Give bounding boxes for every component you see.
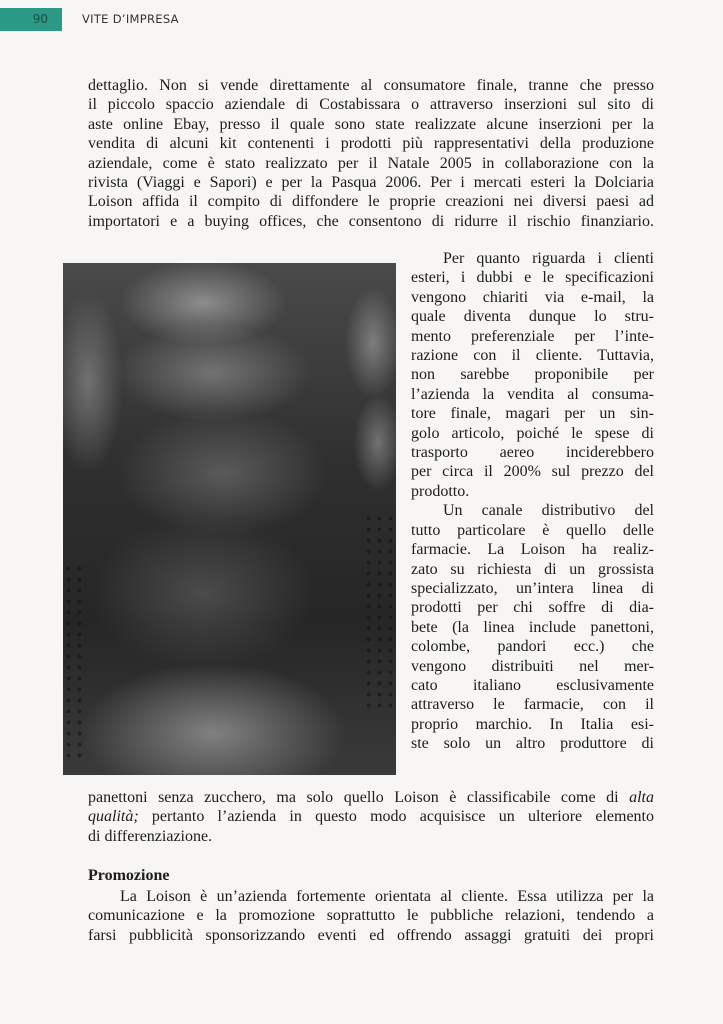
text-line: vengono distribuiti nel mer-: [411, 657, 654, 675]
text-line: cato italiano esclusivamente: [411, 676, 654, 694]
promotion-paragraph: [88, 887, 654, 945]
text-line: La Loison è un’azienda fortemente orientata al cliente. Essa utilizza per la: [120, 888, 654, 905]
photo-image: [63, 263, 396, 775]
text-span: pertanto l’azienda in questo modo acquisisce un ulteriore elemento: [138, 808, 654, 826]
text-line: [88, 807, 654, 826]
text-line: tore finale, magari per un sin-: [411, 405, 654, 423]
text-line: prodotti per chi soffre di dia-: [411, 599, 654, 617]
text-line: dettaglio. Non si vende direttamente al consumatore finale, tranne che presso: [88, 77, 654, 94]
text-line: Un canale distributivo del: [443, 502, 654, 520]
text-line: il piccolo spaccio aziendale di Costabissara o attraverso inserzioni sul sito di: [88, 96, 654, 114]
text-line: ste solo un altro produttore di: [411, 735, 654, 753]
italic-text: alta: [629, 789, 654, 806]
panettone-photo: [63, 263, 396, 775]
text-line: importatori e a buying offices, che consentono di ridurre il rischio finanziario.: [88, 212, 654, 230]
text-line: proprio marchio. In Italia esi-: [411, 715, 654, 733]
running-head: VITE D’IMPRESA: [82, 12, 179, 26]
text-line: comunicazione e la promozione soprattutto le pubbliche relazioni, tendendo a: [88, 907, 654, 925]
text-line: attraverso le farmacie, con il: [411, 696, 654, 714]
section-heading: Promozione: [88, 867, 170, 884]
text-line: farmacie. La Loison ha realiz-: [411, 541, 654, 559]
wrapped-text-column: [411, 249, 654, 754]
text-line: aste online Ebay, presso il quale sono state realizzate alcune inserzioni per la: [88, 115, 654, 133]
text-line: quale diventa dunque lo stru-: [411, 308, 654, 326]
text-line: mento preferenziale per l’inte-: [411, 327, 654, 345]
text-span: panettoni senza zucchero, ma solo quello Loison è classificabile come di: [88, 789, 630, 806]
text-line: di differenziazione.: [88, 827, 213, 845]
text-line: vengono chiariti via e-mail, la: [411, 288, 654, 306]
text-line: farsi pubblicità sponsorizzando eventi ed offrendo assaggi gratuiti dei propri: [88, 926, 654, 944]
text-line: bete (la linea include panettoni,: [411, 618, 654, 636]
text-line: Loison affida il compito di diffondere le proprie creazioni nei diversi paesi ad: [88, 193, 654, 211]
text-line: non sarebbe proponibile per: [411, 366, 654, 384]
text-line: l’azienda la vendita al consuma-: [411, 385, 654, 403]
text-line: specializzato, un’intera linea di: [411, 579, 654, 597]
page-number: 90: [0, 8, 62, 31]
italic-text: qualità;: [88, 808, 139, 826]
text-line: aziendale, come è stato realizzato per il Natale 2005 in collaborazione con la: [88, 154, 654, 172]
text-line: tutto particolare è quello delle: [411, 521, 654, 539]
text-line: Per quanto riguarda i clienti: [443, 250, 654, 267]
text-line: zato su richiesta di un grossista: [411, 560, 654, 578]
text-line: trasporto aereo inciderebbero: [411, 444, 654, 462]
perforated-tray-right: [363, 513, 396, 713]
text-line: colombe, pandori ecc.) che: [411, 638, 654, 656]
text-line: vendita di alcuni kit contenenti i prodotti più rappresentativi della produzione: [88, 135, 654, 153]
text-line: per circa il 200% sul prezzo del: [411, 463, 654, 481]
text-line: rivista (Viaggi e Sapori) e per la Pasqua 2006. Per i mercati esteri la Dolciaria: [88, 174, 654, 192]
paragraph-after-photo: [88, 788, 654, 846]
text-line: [88, 788, 654, 807]
paragraph-1: [88, 76, 654, 231]
text-line: razione con il cliente. Tuttavia,: [411, 347, 654, 365]
text-line: golo articolo, poiché le spese di: [411, 424, 654, 442]
text-line: prodotto.: [411, 482, 470, 500]
text-line: esteri, i dubbi e le specificazioni: [411, 269, 654, 287]
perforated-tray-left: [63, 563, 85, 763]
